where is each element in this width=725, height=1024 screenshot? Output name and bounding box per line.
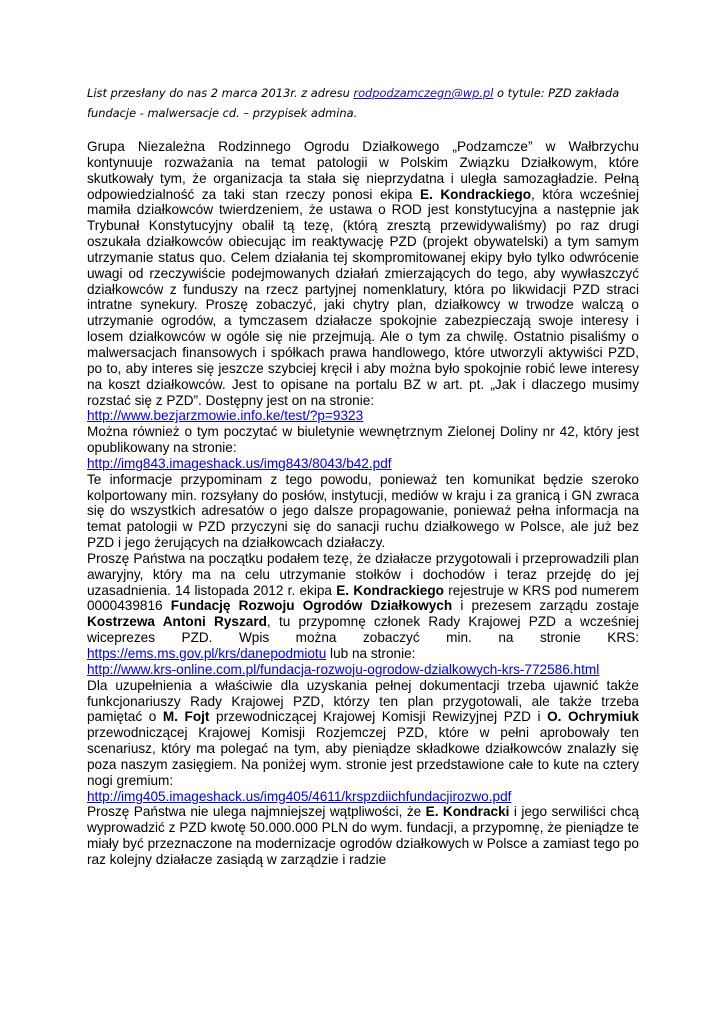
intro-text-2: o tytule: PZD zakłada fundacje - malwersacje cd. – przypisek admina. xyxy=(87,86,620,120)
p6-text: Proszę Państwa nie ulega najmniejszej wątpliwości, że xyxy=(87,804,426,820)
intro-text: List przesłany do nas 2 marca 2013r. z adresu xyxy=(87,86,354,100)
p2-text: Można również o tym poczytać w biuletynie wewnętrznym Zielonej Doliny nr 42, który jest opublikowany na stronie: xyxy=(87,424,639,456)
kostrzewa-name: Kostrzewa Antoni Ryszard xyxy=(87,614,267,630)
p4-text: Proszę Państwa na początku podałem tezę, że działacze przygotowali i przeprowadzili plan awaryjny, który ma na celu utrzymanie stołków i dochodów i teraz przejdę do jej uzasadnienia. 14 listopada 2012 r. ekipa xyxy=(87,550,639,598)
ochrymiuk-name: O. Ochrymiuk xyxy=(547,709,639,725)
krs-online-link[interactable]: http://www.krs-online.com.pl/fundacja-rozwoju-ogrodow-dzialkowych-krs-772586.html xyxy=(87,661,600,677)
imageshack-krs-link[interactable]: http://img405.imageshack.us/img405/4611/krspzdiichfundacjirozwo.pdf xyxy=(87,788,512,804)
paragraph-3: Te informacje przypominam z tego powodu, ponieważ ten komunikat będzie szeroko kolportowany min. rozsyłany do posłów, instytucji, mediów w kraju i za granicą i GN zwraca się do wszystkich adresatów o jego dalsze propagowanie, ponieważ pełna informacja na temat patologii w PZD przyczyni się do sanacji ruchu działkowego w Polsce, ale już bez PZD i jego żerujących na działkowcach działaczy. xyxy=(87,471,639,551)
p4-text-3: i prezesem zarządu zostaje xyxy=(452,598,640,614)
p4-text-4: , tu przypomnę członek Rady Krajowej PZD a wcześniej wiceprezes PZD. Wpis można zobaczyć min. na stronie KRS: xyxy=(87,614,639,646)
p5-text: Dla uzupełnienia a właściwie dla uzyskania pełnej dokumentacji trzeba ujawnić także funkcjonariuszy Rady Krajowej PZD, którzy ten plan przygotowali, ale także trzeba pamiętać o xyxy=(87,677,639,725)
bezjarzmowie-link[interactable]: http://www.bezjarzmowie.info.ke/test/?p=9323 xyxy=(87,408,364,424)
p4-text-2: rejestruje w KRS pod numerem 0000439816 xyxy=(87,582,640,614)
kondracki-name: E. Kondrackiego xyxy=(420,186,532,202)
p5-text-2: przewodniczącej Krajowej Komisji Rewizyjnej PZD i xyxy=(209,709,548,725)
foundation-name: Fundację Rozwoju Ogrodów Działkowych xyxy=(170,598,453,614)
fojt-name: M. Fojt xyxy=(162,709,210,725)
paragraph-4 xyxy=(87,551,639,678)
p5-text-3: przewodniczącej Krajowej Komisji Rozjemczej PZD, które w pełni aprobowały ten scenariusz, który ma polegać na tym, aby pieniądze składkowe działkowców znalazły się poza naszym zasięgiem. Na poniżej wym. stronie jest przedstawione całe to kute na cztery nogi gremium: xyxy=(87,725,639,788)
intro-note xyxy=(87,84,639,123)
ems-krs-link[interactable]: https://ems.ms.gov.pl/krs/danepodmiotu xyxy=(87,646,327,661)
letter-body xyxy=(87,139,639,868)
paragraph-1 xyxy=(87,139,639,424)
paragraph-5 xyxy=(87,678,639,805)
paragraph-6 xyxy=(87,804,639,867)
email-link[interactable]: rodpodzamczegn@wp.pl xyxy=(353,86,494,100)
p6-text-2: i jego serwiliści chcą wyprowadzić z PZD kwotę 50.000.000 PLN do wym. fundacji, a przypomnę, że pieniądze te miały być przeznaczone na modernizacje ogrodów działkowych w Polsce a zamiast tego po raz kolejny działacze zasiądą w zarządzie i radzie xyxy=(87,804,639,867)
kondracki-name: E. Kondracki xyxy=(425,804,510,820)
kondracki-name: E. Kondrackiego xyxy=(336,582,444,598)
p1-text: Grupa Niezależna Rodzinnego Ogrodu Działkowego „Podzamcze” w Wałbrzychu kontynuuje rozważania na temat patologii w Polskim Związku Działkowym, które skutkowały tym, że organizacja ta stała się nieprzydatna i uległa samozagładzie. Pełną odpowiedzialność za taki stan rzeczy ponosi ekipa xyxy=(87,139,639,202)
p4-text-5: lub na stronie: xyxy=(326,646,416,661)
p1-text-2: , która wcześniej mamiła działkowców twierdzeniem, że ustawa o ROD jest konstytucyjna a następnie jak Trybunał Konstytucyjny obalił tą tezę, (którą zresztą przewidywaliśmy) po raz drugi oszukała działkowców obiecując im reaktywację PZD (projekt obywatelski) a tym samym utrzymanie status quo. Celem działania tej skompromitowanej ekipy było tylko odwrócenie uwagi od rzeczywiście podejmowanych działań zmierzających do tego, aby wywłaszczyć działkowców z funduszy na rzecz partyjnej nomenklatury, która po likwidacji PZD straci intratne synekury. Proszę zobaczyć, jaki chytry plan, działkowcy w trwodze walczą o utrzymanie ogrodów, a tymczasem działacze spokojnie zabezpieczają swoje interesy i losem działkowców w ogóle się nie przejmują. Ale o tym za chwilę. Ostatnio pisaliśmy o malwersacjach finansowych i spółkach prawa handlowego, które utworzyli aktywiści PZD, po to, aby interes się jeszcze szybciej kręcił i aby można było spokojnie robić lewe interesy na koszt działkowców. Jest to opisane na portalu BZ w art. pt. „Jak i dlaczego musimy rozstać się z PZD”. Dostępny jest on na stronie: xyxy=(87,186,639,408)
paragraph-2 xyxy=(87,424,639,472)
imageshack-b42-link[interactable]: http://img843.imageshack.us/img843/8043/b42.pdf xyxy=(87,455,392,471)
